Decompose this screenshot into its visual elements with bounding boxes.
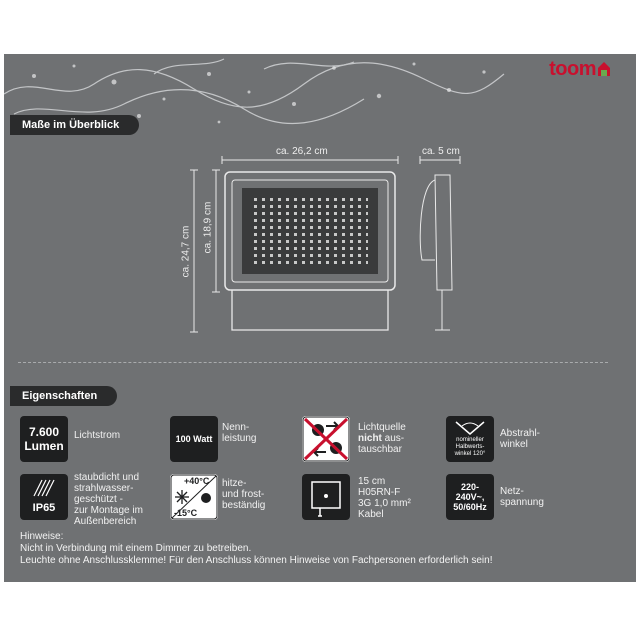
voltage-label-line: Netz- bbox=[500, 486, 524, 497]
wattage-label bbox=[222, 422, 256, 444]
beam-angle-icon bbox=[446, 416, 494, 462]
temp-label-line: beständig bbox=[222, 500, 266, 511]
ip-label-line: strahlwasser- bbox=[74, 483, 134, 494]
ip-label-line: zur Montage im bbox=[74, 505, 143, 516]
cable-label bbox=[358, 476, 411, 520]
beam-icon-text: winkel 120° bbox=[454, 451, 486, 457]
note-line: Leuchte ohne Anschlussklemme! Für den Anschluss können Hinweise von Fachpersonen erforderlich sein! bbox=[20, 555, 493, 566]
brand-logo: toom bbox=[549, 58, 596, 80]
voltage-value-line: 240V~, bbox=[455, 492, 485, 502]
bulb-not-replaceable-icon bbox=[302, 416, 350, 462]
ip-label-line: staubdicht und bbox=[74, 472, 140, 483]
depth-dimension-label: ca. 5 cm bbox=[422, 146, 460, 157]
wattage-label-line: Nenn- bbox=[222, 422, 250, 433]
beam-angle-label bbox=[500, 428, 540, 450]
ip-label-line: geschützt - bbox=[74, 494, 123, 505]
lumen-value: 7.600 bbox=[28, 425, 60, 439]
voltage-label-line: spannung bbox=[500, 497, 544, 508]
notes-block bbox=[20, 531, 493, 567]
dimension-drawing bbox=[180, 140, 480, 340]
lightsource-label-line: aus- bbox=[381, 433, 405, 444]
notes-title: Hinweise: bbox=[20, 531, 64, 542]
note-line: Nicht in Verbindung mit einem Dimmer zu betreiben. bbox=[20, 543, 252, 554]
lightsource-label-bold: nicht bbox=[358, 433, 382, 444]
beam-icon-text: Halbwerts- bbox=[455, 444, 485, 450]
ip-rating-icon bbox=[20, 474, 68, 520]
voltage-label bbox=[500, 486, 544, 508]
cable-icon bbox=[302, 474, 350, 520]
ip-value: IP65 bbox=[32, 502, 56, 514]
beam-icon-text: nomineller bbox=[456, 437, 484, 443]
wattage-label-line: leistung bbox=[222, 433, 257, 444]
wattage-icon bbox=[170, 416, 218, 462]
beam-label-line: winkel bbox=[500, 439, 528, 450]
cable-label-line: 3G 1,0 mm² bbox=[358, 498, 411, 509]
ip-label bbox=[74, 472, 143, 527]
lumen-icon bbox=[20, 416, 68, 462]
wattage-value: 100 Watt bbox=[175, 434, 213, 444]
temp-label-line: hitze- bbox=[222, 478, 247, 489]
beam-label-line: Abstrahl- bbox=[500, 428, 541, 439]
section-title-dimensions: Maße im Überblick bbox=[10, 115, 139, 135]
lightsource-label bbox=[358, 422, 406, 455]
lumen-label: Lichtstrom bbox=[74, 430, 121, 441]
lumen-unit: Lumen bbox=[24, 439, 64, 453]
width-dimension-label: ca. 26,2 cm bbox=[276, 146, 328, 157]
lightsource-label-line: tauschbar bbox=[358, 444, 402, 455]
temperature-label bbox=[222, 478, 265, 511]
body-height-dimension-label: ca. 18,9 cm bbox=[202, 201, 214, 254]
section-title-properties: Eigenschaften bbox=[10, 386, 117, 406]
section-divider bbox=[18, 362, 608, 363]
temperature-icon bbox=[170, 474, 218, 520]
voltage-value-line: 50/60Hz bbox=[453, 502, 487, 512]
ip-label-line: Außenbereich bbox=[74, 516, 137, 527]
temp-label-line: und frost- bbox=[222, 489, 265, 500]
house-logo-icon bbox=[598, 62, 610, 76]
lightsource-label-line: Lichtquelle bbox=[358, 422, 406, 433]
total-height-dimension-label: ca. 24,7 cm bbox=[180, 225, 192, 278]
cable-label-line: H05RN-F bbox=[358, 487, 401, 498]
temp-min: -15°C bbox=[174, 508, 198, 518]
voltage-value-line: 220- bbox=[460, 482, 479, 492]
temp-max: +40°C bbox=[184, 476, 210, 486]
voltage-icon bbox=[446, 474, 494, 520]
cable-label-line: Kabel bbox=[358, 509, 384, 520]
cable-label-line: 15 cm bbox=[358, 476, 386, 487]
